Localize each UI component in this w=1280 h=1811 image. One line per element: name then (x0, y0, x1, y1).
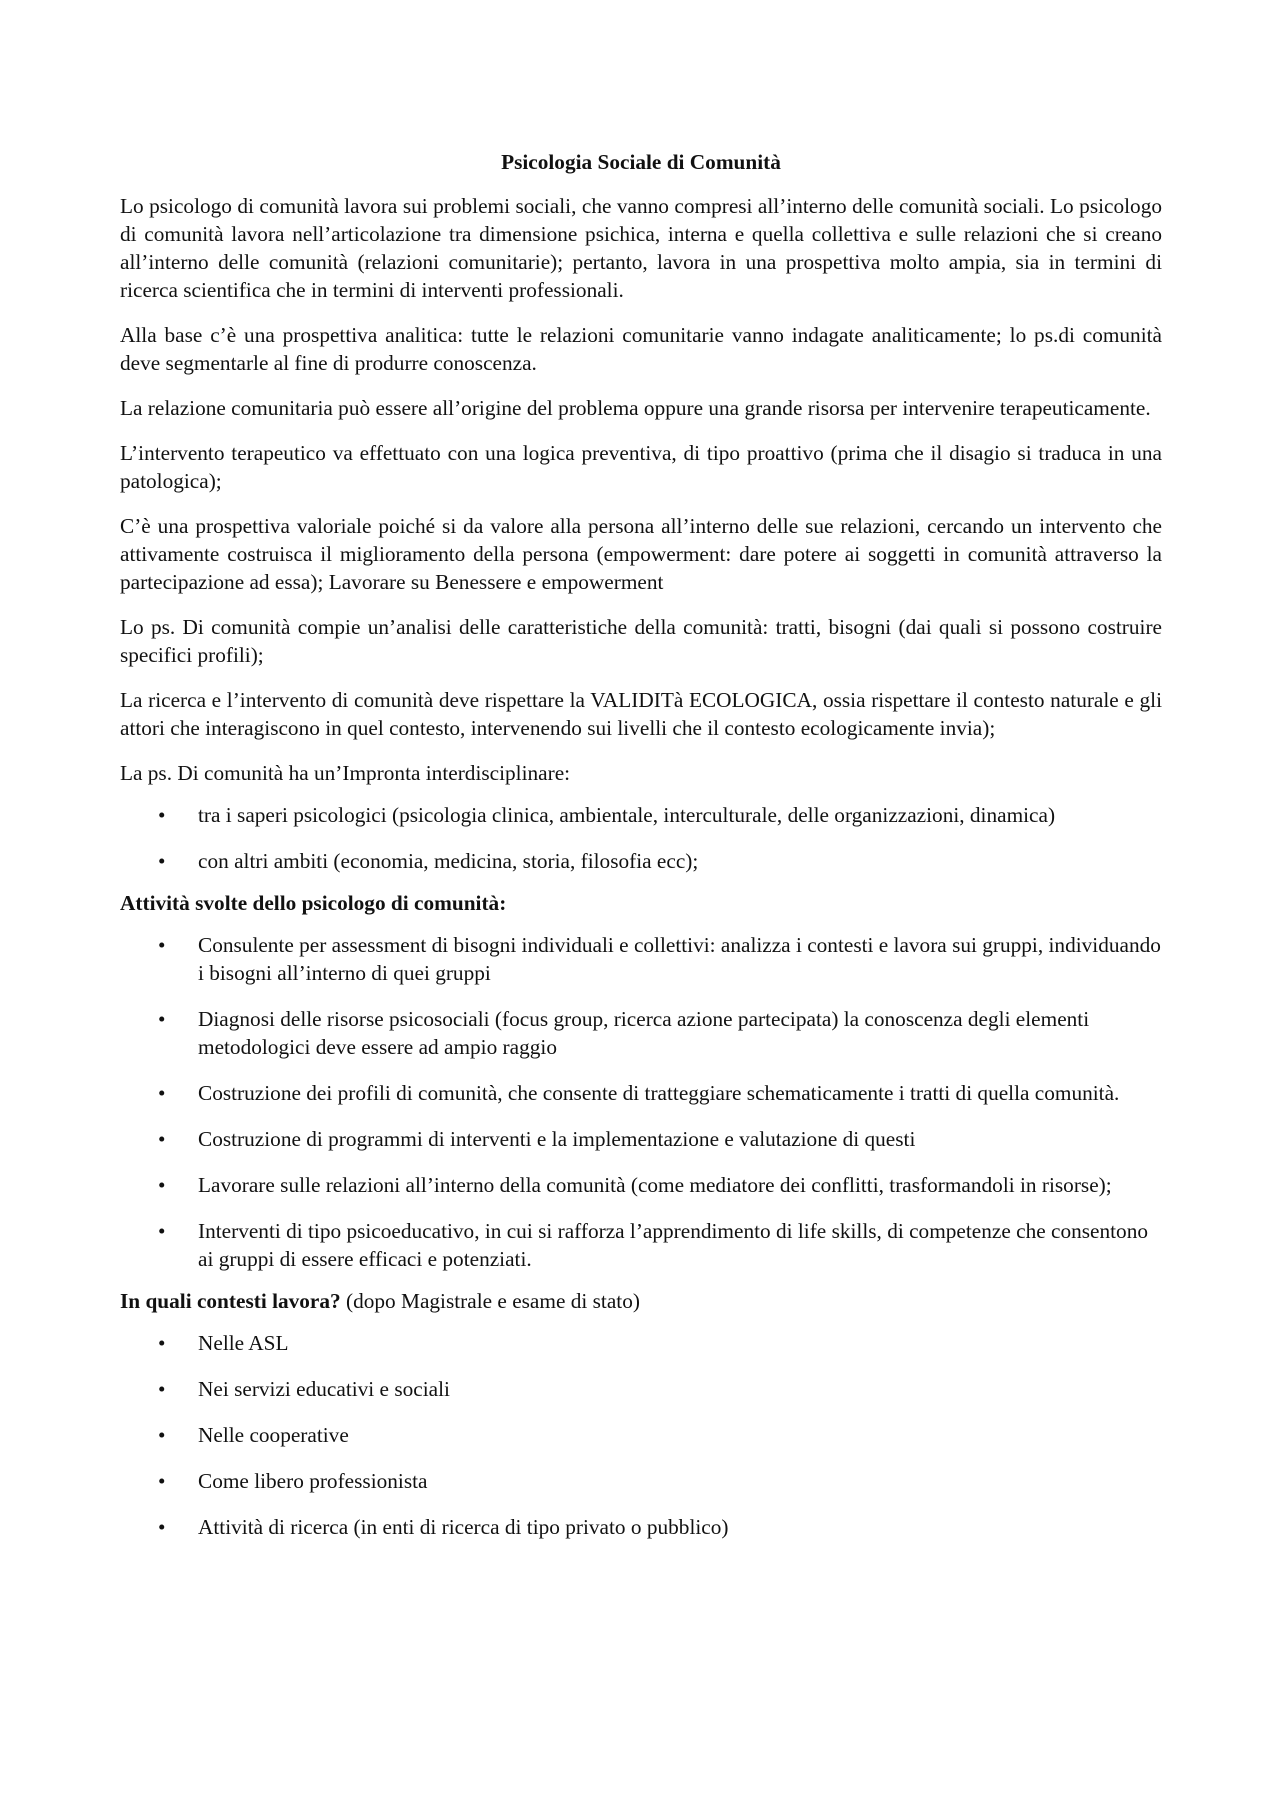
list-item (120, 801, 1162, 829)
list-item-text: Nei servizi educativi e sociali (198, 1377, 450, 1401)
bullet-icon: • (158, 1127, 166, 1151)
bullet-icon: • (158, 1007, 166, 1031)
contexts-heading-label: In quali contesti lavora? (120, 1289, 341, 1313)
list-item (120, 1005, 1162, 1061)
list-item (120, 1079, 1162, 1107)
contexts-list (120, 1329, 1162, 1541)
list-item-text: Attività di ricerca (in enti di ricerca di tipo privato o pubblico) (198, 1515, 729, 1539)
list-item-text: Costruzione dei profili di comunità, che consente di tratteggiare schematicamente i tratti di quella comunità. (198, 1081, 1120, 1105)
bullet-icon: • (158, 849, 166, 873)
list-item-text: Costruzione di programmi di interventi e la implementazione e valutazione di questi (198, 1127, 916, 1151)
paragraph-community-analysis: Lo ps. Di comunità compie un’analisi delle caratteristiche della comunità: tratti, bisogni (dai quali si possono costruire specifici profili); (120, 615, 1162, 667)
document-page (120, 148, 1162, 1555)
list-item (120, 1217, 1162, 1273)
list-item-text: Consulente per assessment di bisogni individuali e collettivi: analizza i contesti e lavora sui gruppi, individuando i bisogni all’interno di quei gruppi (198, 933, 1161, 985)
paragraph-community-relation: La relazione comunitaria può essere all’origine del problema oppure una grande risorsa per intervenire terapeuticamente. (120, 396, 1151, 420)
list-item (120, 847, 1162, 875)
bullet-icon: • (158, 933, 166, 957)
paragraph-value-perspective: C’è una prospettiva valoriale poiché si da valore alla persona all’interno delle sue relazioni, cercando un intervento che attivamente costruisca il miglioramento della persona (empowerment: dare potere ai soggetti in comunità attraverso la partecipazione ad essa); Lavorare su Benessere e empowerment (120, 514, 1162, 594)
list-item (120, 1467, 1162, 1495)
list-item (120, 1171, 1162, 1199)
list-item-text: Lavorare sulle relazioni all’interno della comunità (come mediatore dei conflitti, trasformandoli in risorse); (198, 1173, 1112, 1197)
bullet-icon: • (158, 1423, 166, 1447)
list-item-text: Nelle ASL (198, 1331, 289, 1355)
bullet-icon: • (158, 1331, 166, 1355)
list-item-text: con altri ambiti (economia, medicina, storia, filosofia ecc); (198, 849, 699, 873)
paragraph-analytic-perspective: Alla base c’è una prospettiva analitica: tutte le relazioni comunitarie vanno indagate analiticamente; lo ps.di comunità deve segmentarle al fine di produrre conoscenza. (120, 323, 1162, 375)
list-item (120, 1421, 1162, 1449)
list-item (120, 1329, 1162, 1357)
list-item-text: Diagnosi delle risorse psicosociali (focus group, ricerca azione partecipata) la conoscenza degli elementi metodologici deve essere ad ampio raggio (198, 1007, 1090, 1059)
list-item (120, 1375, 1162, 1403)
bullet-icon: • (158, 1469, 166, 1493)
contexts-heading (120, 1287, 1162, 1315)
paragraph-preventive-intervention: L’intervento terapeutico va effettuato con una logica preventiva, di tipo proattivo (prima che il disagio si traduca in una patologica); (120, 441, 1162, 493)
list-item (120, 1125, 1162, 1153)
bullet-icon: • (158, 1377, 166, 1401)
list-item-text: Come libero professionista (198, 1469, 428, 1493)
bullet-icon: • (158, 1515, 166, 1539)
list-item (120, 1513, 1162, 1541)
list-item-text: tra i saperi psicologici (psicologia clinica, ambientale, interculturale, delle organizzazioni, dinamica) (198, 803, 1056, 827)
bullet-icon: • (158, 1219, 166, 1243)
bullet-icon: • (158, 1173, 166, 1197)
paragraph-interdisciplinary: La ps. Di comunità ha un’Impronta interdisciplinare: (120, 761, 571, 785)
list-item-text: Nelle cooperative (198, 1423, 349, 1447)
activities-list (120, 931, 1162, 1273)
bullet-icon: • (158, 803, 166, 827)
document-title: Psicologia Sociale di Comunità (501, 150, 781, 174)
paragraph-community-psychologist: Lo psicologo di comunità lavora sui problemi sociali, che vanno compresi all’interno delle comunità sociali. Lo psicologo di comunità lavora nell’articolazione tra dimensione psichica, interna e quella collettiva e sulle relazioni che si creano all’interno delle comunità (relazioni comunitarie); pertanto, lavora in una prospettiva molto ampia, sia in termini di ricerca scientifica che in termini di interventi professionali. (120, 194, 1162, 302)
bullet-icon: • (158, 1081, 166, 1105)
contexts-heading-note: (dopo Magistrale e esame di stato) (340, 1289, 640, 1313)
list-item (120, 931, 1162, 987)
interdisciplinary-list (120, 801, 1162, 875)
list-item-text: Interventi di tipo psicoeducativo, in cui si rafforza l’apprendimento di life skills, di competenze che consentono ai gruppi di essere efficaci e potenziati. (198, 1219, 1148, 1271)
activities-heading: Attività svolte dello psicologo di comunità: (120, 891, 507, 915)
paragraph-ecological-validity: La ricerca e l’intervento di comunità deve rispettare la VALIDITà ECOLOGICA, ossia rispettare il contesto naturale e gli attori che interagiscono in quel contesto, intervenendo sui livelli che il contesto ecologicamente invia); (120, 688, 1162, 740)
